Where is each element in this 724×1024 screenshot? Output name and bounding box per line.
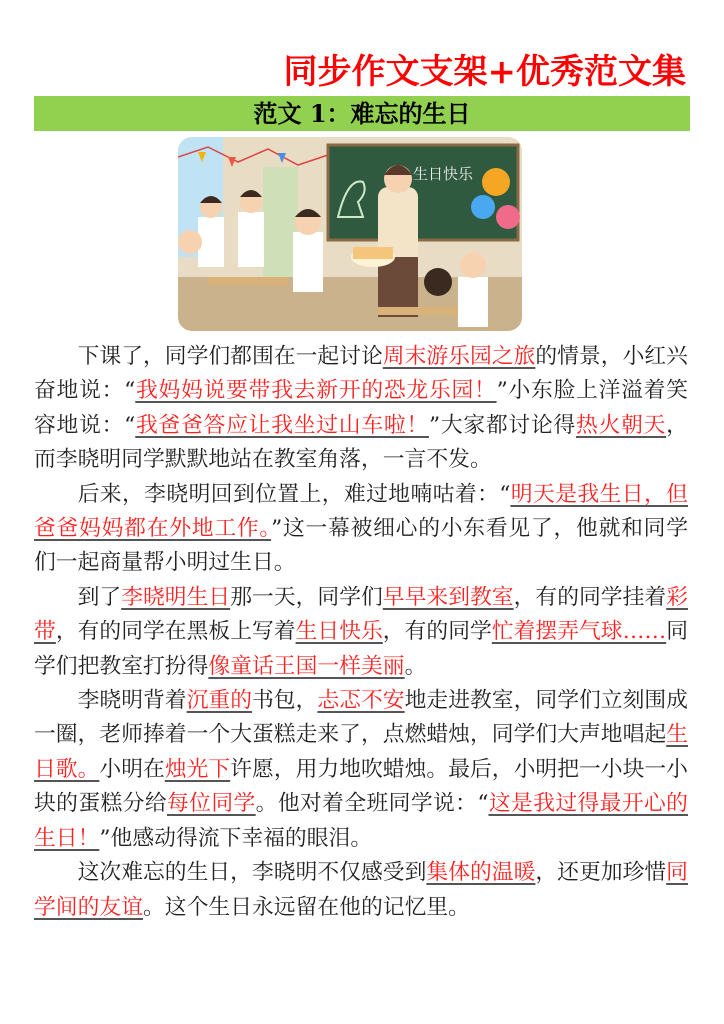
text-segment: ，有的同学在黑板上写着 [55, 619, 296, 645]
highlighted-phrase: 沉重的 [186, 688, 252, 714]
highlighted-phrase: 李晓明生日 [121, 584, 231, 610]
text-segment: ，有的同学挂着 [513, 584, 667, 610]
highlighted-phrase: 忙着摆弄气球…… [491, 619, 667, 645]
text-segment: 小明在 [99, 756, 165, 782]
text-segment: ”他感动得流下幸福的眼泪。 [99, 825, 373, 851]
highlighted-phrase: 像童话王国一样美丽 [208, 653, 405, 679]
text-segment: 同学们把教室打扮得 [34, 619, 688, 679]
text-segment: ”小东脸上洋溢着笑容地说：“ [34, 378, 688, 438]
essay-paragraph [34, 684, 688, 856]
text-segment: ，有的同学 [382, 619, 492, 645]
highlighted-phrase: 这是我过得最开心的生日！ [34, 791, 688, 851]
classroom-birthday-illustration [178, 137, 522, 331]
text-segment: ，而李晓明同学默默地站在教室角落，一言不发。 [34, 412, 688, 473]
essay-paragraph [34, 581, 688, 684]
essay-paragraph [34, 856, 688, 925]
svg-text:生日快乐: 生日快乐 [413, 165, 474, 183]
highlighted-phrase: 生日快乐 [295, 619, 383, 645]
text-segment: 李晓明背着 [77, 688, 187, 714]
essay-body [34, 340, 688, 925]
highlighted-phrase: 每位同学 [167, 791, 256, 817]
highlighted-phrase: 热火朝天 [576, 412, 667, 438]
highlighted-phrase: 彩带 [34, 584, 688, 645]
highlighted-phrase: 同学间的友谊 [34, 860, 688, 920]
text-segment: 这次难忘的生日，李晓明不仅感受到 [77, 860, 427, 886]
text-segment: 的情景，小红兴奋地说：“ [34, 344, 688, 404]
text-segment: ”这一幕被细心的小东看见了，他就和同学们一起商量帮小明过生日。 [34, 516, 688, 576]
essay-paragraph [34, 478, 688, 581]
highlighted-phrase: 集体的温暖 [426, 860, 536, 886]
essay-paragraph [34, 340, 688, 478]
essay-heading: 范文 1：难忘的生日 [253, 99, 471, 128]
highlighted-phrase: 忐忑不安 [317, 688, 405, 714]
collection-title: 同步作文支架+优秀范文集 [283, 52, 686, 92]
text-segment: 。 [404, 653, 427, 679]
highlighted-phrase: 周末游乐园之旅 [382, 344, 536, 369]
text-segment: 书包， [252, 688, 318, 714]
highlighted-phrase: 我爸爸答应让我坐过山车啦！ [135, 412, 429, 438]
essay-heading-bar [34, 96, 690, 131]
highlighted-phrase: 生日歌。 [34, 722, 688, 782]
text-segment: 下课了，同学们都围在一起讨论 [77, 344, 383, 369]
highlighted-phrase: 明天是我生日，但爸爸妈妈都在外地工作。 [34, 481, 688, 542]
text-segment: 。他对着全班同学说：“ [255, 791, 489, 817]
text-segment: ”大家都讨论得 [428, 412, 577, 438]
text-segment: 。这个生日永远留在他的记忆里。 [143, 894, 470, 920]
text-segment: 那一天，同学们 [230, 584, 383, 610]
text-segment: 许愿，用力地吹蜡烛。最后，小明把一小块一小块的蛋糕分给 [34, 756, 688, 817]
text-segment: 地走进教室，同学们立刻围成一圈，老师捧着一个大蛋糕走来了，点燃蜡烛，同学们大声地唱起 [34, 688, 688, 748]
highlighted-phrase: 烛光下 [164, 756, 231, 782]
text-segment: 到了 [77, 584, 122, 610]
text-segment: 后来，李晓明回到位置上，难过地喃咕着：“ [77, 481, 511, 507]
text-segment: ，还更加珍惜 [535, 860, 667, 886]
highlighted-phrase: 我妈妈说要带我去新开的恐龙乐园！ [135, 378, 497, 404]
highlighted-phrase: 早早来到教室 [382, 584, 514, 610]
